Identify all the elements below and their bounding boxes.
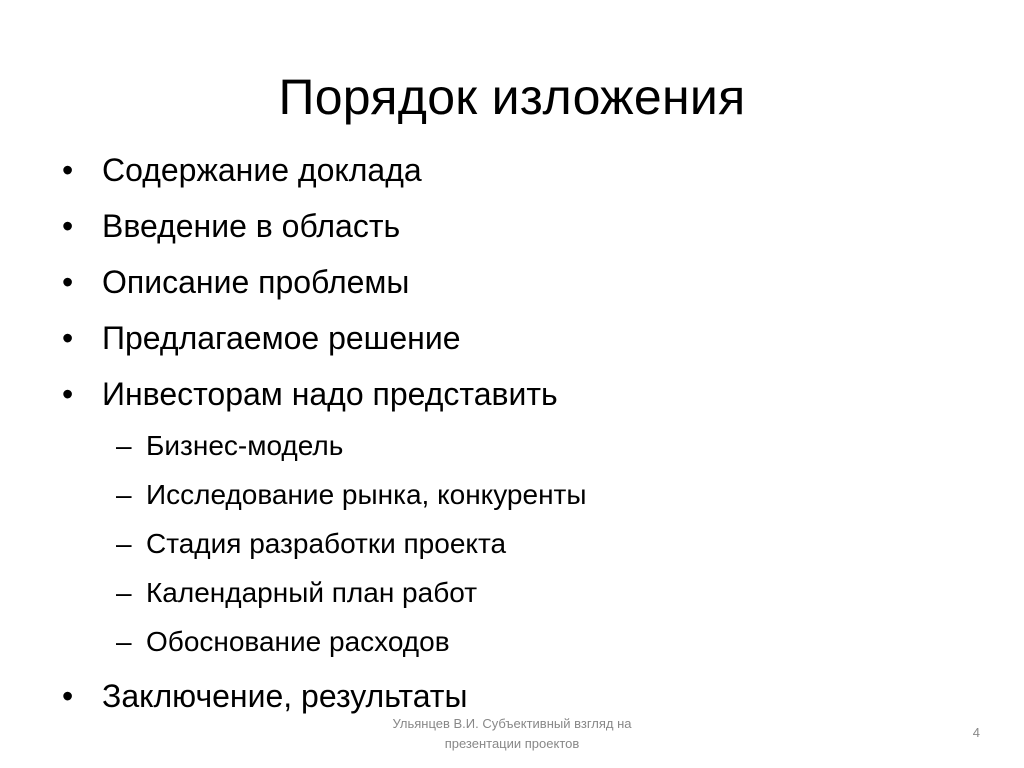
slide-title: Порядок изложения (278, 69, 746, 125)
bullet-marker: • (62, 208, 74, 244)
dash-marker: – (116, 577, 132, 608)
list-item (62, 150, 422, 190)
page-number: 4 (972, 725, 980, 740)
dash-marker: – (116, 430, 132, 461)
sub-list-item (116, 624, 450, 660)
sub-list-item-label: Бизнес-модель (146, 430, 344, 461)
sub-list-item (116, 526, 506, 562)
dash-marker: – (116, 479, 132, 510)
list-item-label: Заключение, результаты (102, 678, 468, 714)
list-item (62, 262, 409, 302)
sub-list-item (116, 428, 343, 464)
sub-list-item-label: Стадия разработки проекта (146, 528, 507, 559)
list-item-label: Введение в область (102, 208, 401, 244)
list-item (62, 374, 558, 414)
footer-line-2: презентации проектов (444, 736, 580, 751)
sub-list-item-label: Исследование рынка, конкуренты (146, 479, 587, 510)
sub-list-item (116, 477, 586, 513)
footer-line-1: Ульянцев В.И. Субъективный взгляд на (392, 716, 632, 731)
dash-marker: – (116, 626, 132, 657)
list-item (62, 318, 460, 358)
sub-list-item-label: Обоснование расходов (146, 626, 450, 657)
bullet-marker: • (62, 376, 74, 412)
list-item-label: Инвесторам надо представить (102, 376, 558, 412)
bullet-marker: • (62, 320, 74, 356)
bullet-marker: • (62, 152, 74, 188)
list-item-label: Предлагаемое решение (102, 320, 461, 356)
dash-marker: – (116, 528, 132, 559)
list-item (62, 676, 467, 716)
list-item (62, 206, 400, 246)
list-item-label: Содержание доклада (102, 152, 422, 188)
bullet-marker: • (62, 264, 74, 300)
bullet-marker: • (62, 678, 74, 714)
slide-footer (352, 714, 672, 754)
sub-list-item-label: Календарный план работ (146, 577, 478, 608)
list-item-label: Описание проблемы (102, 264, 410, 300)
sub-list-item (116, 575, 477, 611)
